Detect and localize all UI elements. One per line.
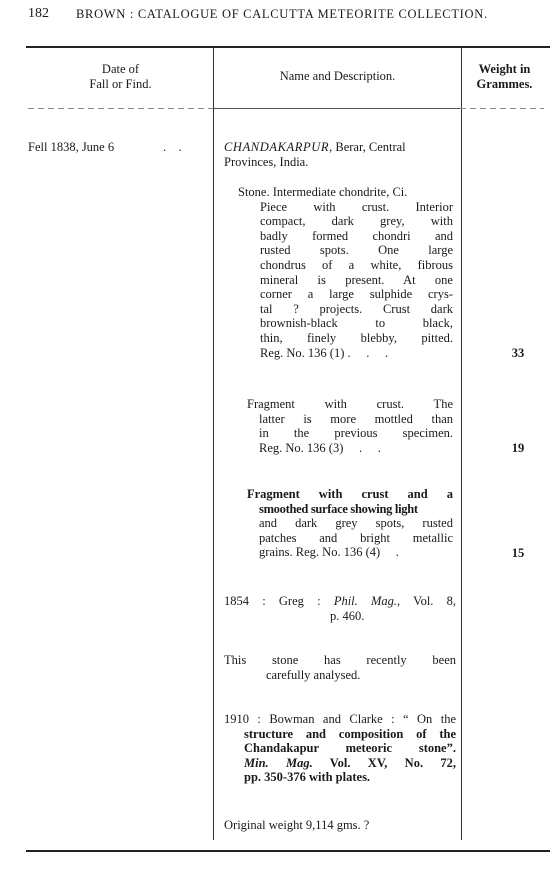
specimen-line: Reg. No. 136 (3) . . [259,440,381,455]
specimen-line: Fragment with crust and a [247,487,453,501]
reference-bowman-indented [224,727,456,785]
reference-greg-page: p. 460. [330,608,365,623]
specimen-3-weight: 15 [511,546,525,560]
analysis-note-line1: This stone has recently been [224,653,456,667]
specimen-3-indented [247,502,453,560]
specimen-3-description [247,487,453,560]
specimen-line: patches and bright metallic [259,530,453,545]
specimen-1-weight: 33 [511,346,525,360]
column-header-weight [462,62,547,92]
header-underline-date [28,108,213,109]
analysis-note-line2: carefully analysed. [266,667,361,682]
table-bottom-rule [26,850,550,852]
specimen-line: mineral is present. At one [260,272,453,287]
original-weight: Original weight 9,114 gms. ? [224,818,370,832]
analysis-note [224,653,456,682]
reference-bowman-line2: structure and composition of the [244,726,456,741]
specimen-line: and dark grey spots, rusted [259,516,453,531]
fall-date: Fell 1838, June 6 [28,140,115,154]
specimen-2-description [247,397,453,455]
specimen-1-indented [238,200,453,361]
reference-bowman-line1: 1910 : Bowman and Clarke : “ On the [224,712,456,726]
specimen-line: latter is more mottled than [259,411,453,426]
specimen-1-description [238,185,453,360]
specimen-2-indented [247,412,453,456]
table-top-rule [26,46,550,48]
specimen-line: in the previous specimen. [259,426,453,441]
specimen-line: Piece with crust. Interior [260,199,453,214]
reference-bowman-clarke [224,712,456,785]
reference-greg-journal: Phil. Mag. [333,594,398,608]
reference-bowman-pages: pp. 350-376 with plates. [244,770,371,785]
header-underline-name [214,108,461,109]
column-divider-left [213,47,214,840]
column-header-weight-line2: Grammes. [476,77,533,91]
meteorite-location-line1: , Berar, Central [329,140,406,154]
fall-date-leader-dots: . . [163,140,182,154]
specimen-line: Reg. No. 136 (1) . . . [260,345,389,360]
specimen-line: rusted spots. One large [260,243,453,258]
column-divider-right [461,47,462,840]
specimen-line: brownish-black to black, [260,316,453,331]
specimen-line: compact, dark grey, with [260,214,453,229]
meteorite-location-line2: Provinces, India. [224,154,309,169]
meteorite-name-block [224,140,456,169]
specimen-line: chondrus of a white, fibrous [260,257,453,272]
header-underline-weight [460,108,544,109]
column-header-weight-line1: Weight in [478,62,531,76]
reference-bowman-journal: Min. Mag. [244,755,313,770]
column-header-date-line2: Fall or Find. [89,77,152,91]
meteorite-name: CHANDAKARPUR [224,140,330,154]
specimen-line: thin, finely blebby, pitted. [260,330,453,345]
specimen-line: tal ? projects. Crust dark [260,301,453,316]
specimen-2-weight: 19 [511,441,525,455]
page-number: 182 [28,6,49,21]
reference-greg-author: 1854 : Greg : [224,594,334,608]
specimen-line: Fragment with crust. The [247,397,453,411]
specimen-line: corner a large sulphide crys- [260,287,453,302]
reference-greg [224,594,456,623]
specimen-line: badly formed chondri and [260,228,453,243]
specimen-line: grains. Reg. No. 136 (4) . [259,545,399,560]
reference-bowman-volume: Vol. XV, No. 72, [312,755,456,770]
reference-greg-volume: , Vol. 8, [397,594,457,608]
column-header-name: Name and Description. [279,69,396,83]
specimen-line: smoothed surface showing light [259,501,418,516]
running-title: BROWN : CATALOGUE OF CALCUTTA METEORITE COLLECTION. [76,7,488,21]
reference-bowman-line3: Chandakapur meteoric stone”. [244,741,456,756]
specimen-line: Stone. Intermediate chondrite, Ci. [238,185,408,199]
column-header-date-line1: Date of [101,62,140,76]
column-header-date [28,62,213,92]
